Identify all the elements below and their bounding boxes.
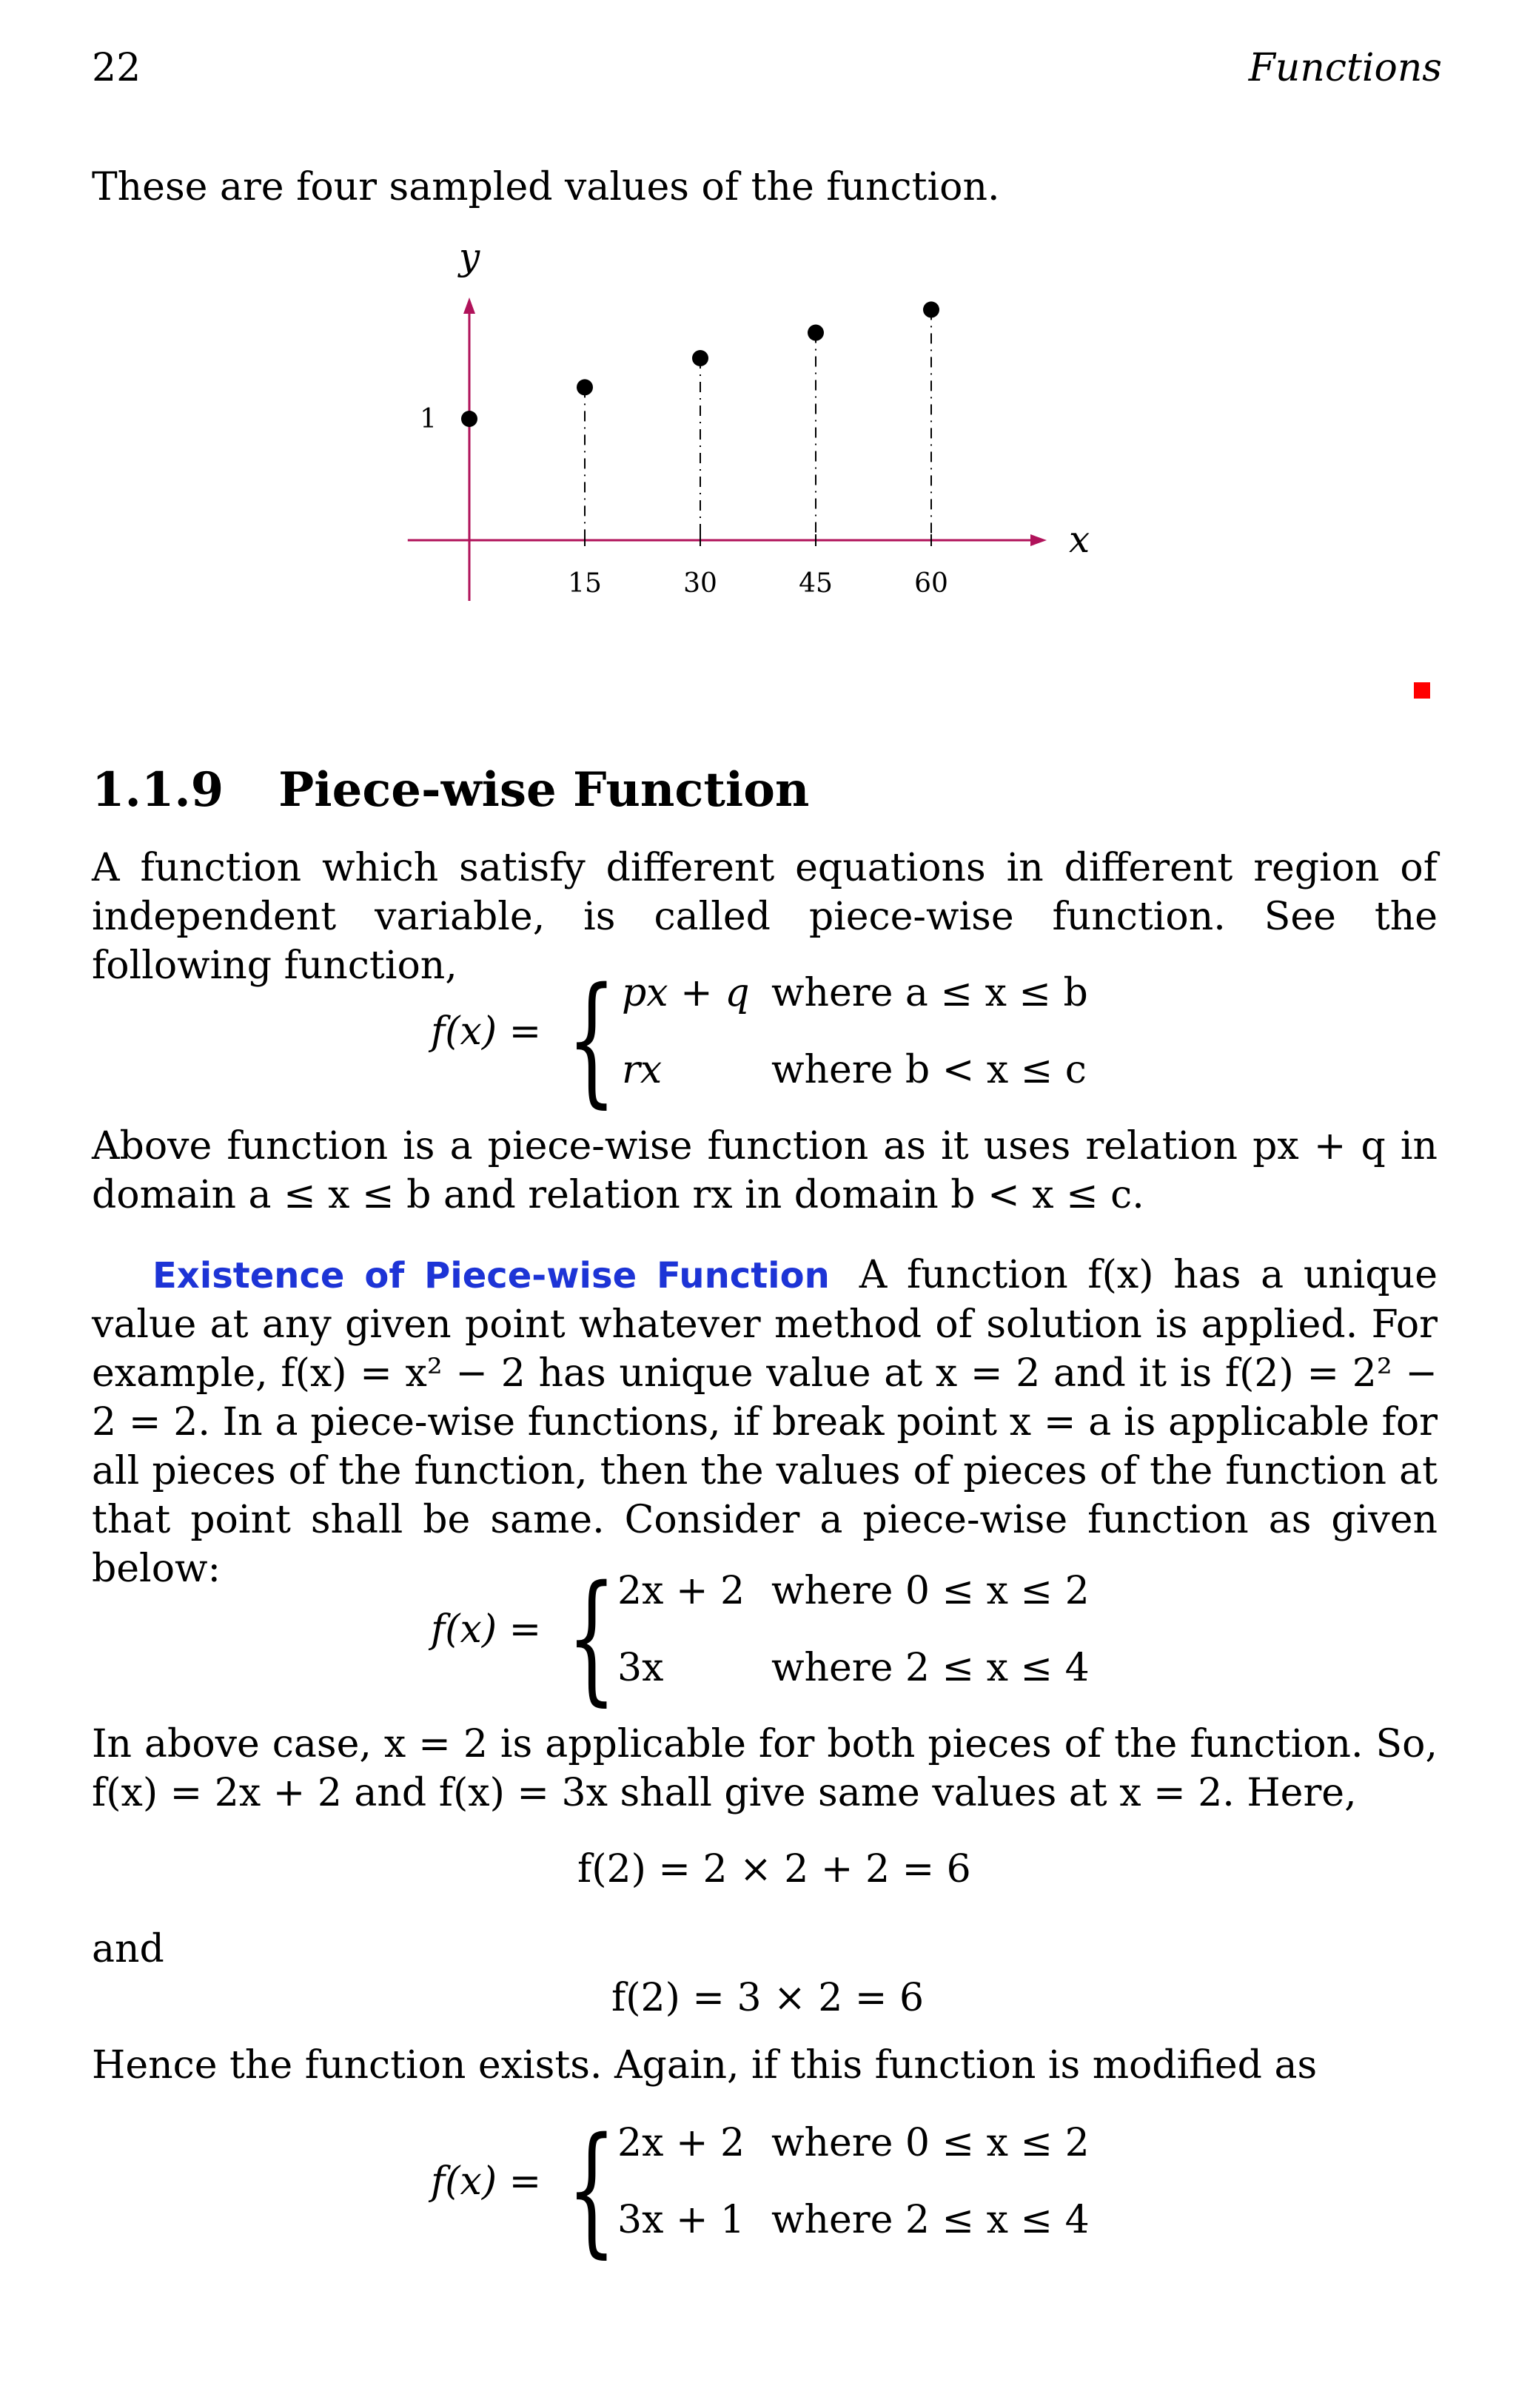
equation-f2-first: f(2) = 2 × 2 + 2 = 6 bbox=[577, 1847, 971, 1891]
x-tick-label: 30 bbox=[683, 568, 717, 599]
verification-paragraph: In above case, x = 2 is applicable for both pieces of the function. So, f(x) = 2x + 2 and f(x) = 3x shall give same values at x = 2. Here, bbox=[92, 1722, 1438, 1815]
x-axis-label: x bbox=[1069, 518, 1090, 561]
eq5-row1-expr: 2x + 2 bbox=[617, 2121, 745, 2165]
x-tick-label: 45 bbox=[799, 568, 833, 599]
existence-paragraph bbox=[92, 1251, 1438, 1593]
runin-heading: Existence of Piece-wise Function bbox=[152, 1255, 830, 1297]
eq5-row1-cond: where 0 ≤ x ≤ 2 bbox=[771, 2121, 1090, 2165]
eq2-lhs: f(x) = bbox=[431, 1607, 542, 1652]
eq2-row1-cond: where 0 ≤ x ≤ 2 bbox=[771, 1569, 1090, 1613]
section-title: Piece-wise Function bbox=[278, 762, 810, 818]
eq1-row1-cond: where a ≤ x ≤ b bbox=[771, 971, 1088, 1015]
eq2-row2-cond: where 2 ≤ x ≤ 4 bbox=[771, 1646, 1090, 1690]
existence-text: A function f(x) has a unique value at any given point whatever method of solution is applied. For example, f(x) = x² − 2 has unique value at x = 2 and it is f(2) = 2² − 2 = 2. In a piece-wise functions, if break point x = a is applicable for all pieces of the function, then the values of pieces of the function at that point shall be same. Consider a piece-wise function as given below: bbox=[92, 1253, 1438, 1591]
data-point bbox=[461, 411, 477, 427]
explanation-paragraph: Above function is a piece-wise function as it uses relation px + q in domain a ≤ x ≤ b and relation rx in domain b < x ≤ c. bbox=[92, 1124, 1438, 1217]
data-point bbox=[808, 325, 824, 341]
y-tick-label: 1 bbox=[420, 404, 437, 434]
page-number: 22 bbox=[92, 46, 141, 90]
intro-text: These are four sampled values of the function. bbox=[92, 165, 1000, 209]
section-heading bbox=[92, 762, 809, 818]
eq5-row2-expr: 3x + 1 bbox=[617, 2198, 745, 2242]
eq1-row2-expr: rx bbox=[622, 1048, 663, 1092]
eq5-lhs: f(x) = bbox=[431, 2159, 542, 2204]
and-text: and bbox=[92, 1927, 164, 1971]
left-brace: { bbox=[567, 958, 617, 1121]
data-point bbox=[692, 350, 708, 366]
y-axis-label: y bbox=[459, 244, 480, 278]
data-point bbox=[923, 301, 939, 317]
x-tick-label: 60 bbox=[914, 568, 948, 599]
x-axis-arrow bbox=[1030, 534, 1047, 546]
equation-f2-second: f(2) = 3 × 2 = 6 bbox=[611, 1976, 925, 2020]
eq1-lhs: f(x) = bbox=[431, 1009, 542, 1054]
conclusion-paragraph: Hence the function exists. Again, if this function is modified as bbox=[92, 2043, 1318, 2088]
section-number: 1.1.9 bbox=[92, 762, 224, 818]
y-axis-arrow bbox=[463, 297, 475, 314]
end-of-example-marker bbox=[1414, 682, 1430, 699]
eq1-row1-expr: px + q bbox=[622, 971, 750, 1015]
eq2-row2-expr: 3x bbox=[617, 1646, 664, 1690]
running-header: Functions bbox=[1248, 46, 1442, 90]
x-tick-label: 15 bbox=[568, 568, 602, 599]
definition-paragraph: A function which satisfy different equations in different region of independent variable, is called piece-wise function. See the following function, bbox=[92, 846, 1438, 988]
eq1-row2-cond: where b < x ≤ c bbox=[771, 1048, 1087, 1092]
left-brace: { bbox=[567, 1556, 617, 1719]
left-brace: { bbox=[567, 2108, 617, 2271]
eq5-row2-cond: where 2 ≤ x ≤ 4 bbox=[771, 2198, 1090, 2242]
eq2-row1-expr: 2x + 2 bbox=[617, 1569, 745, 1613]
data-point bbox=[577, 379, 593, 395]
